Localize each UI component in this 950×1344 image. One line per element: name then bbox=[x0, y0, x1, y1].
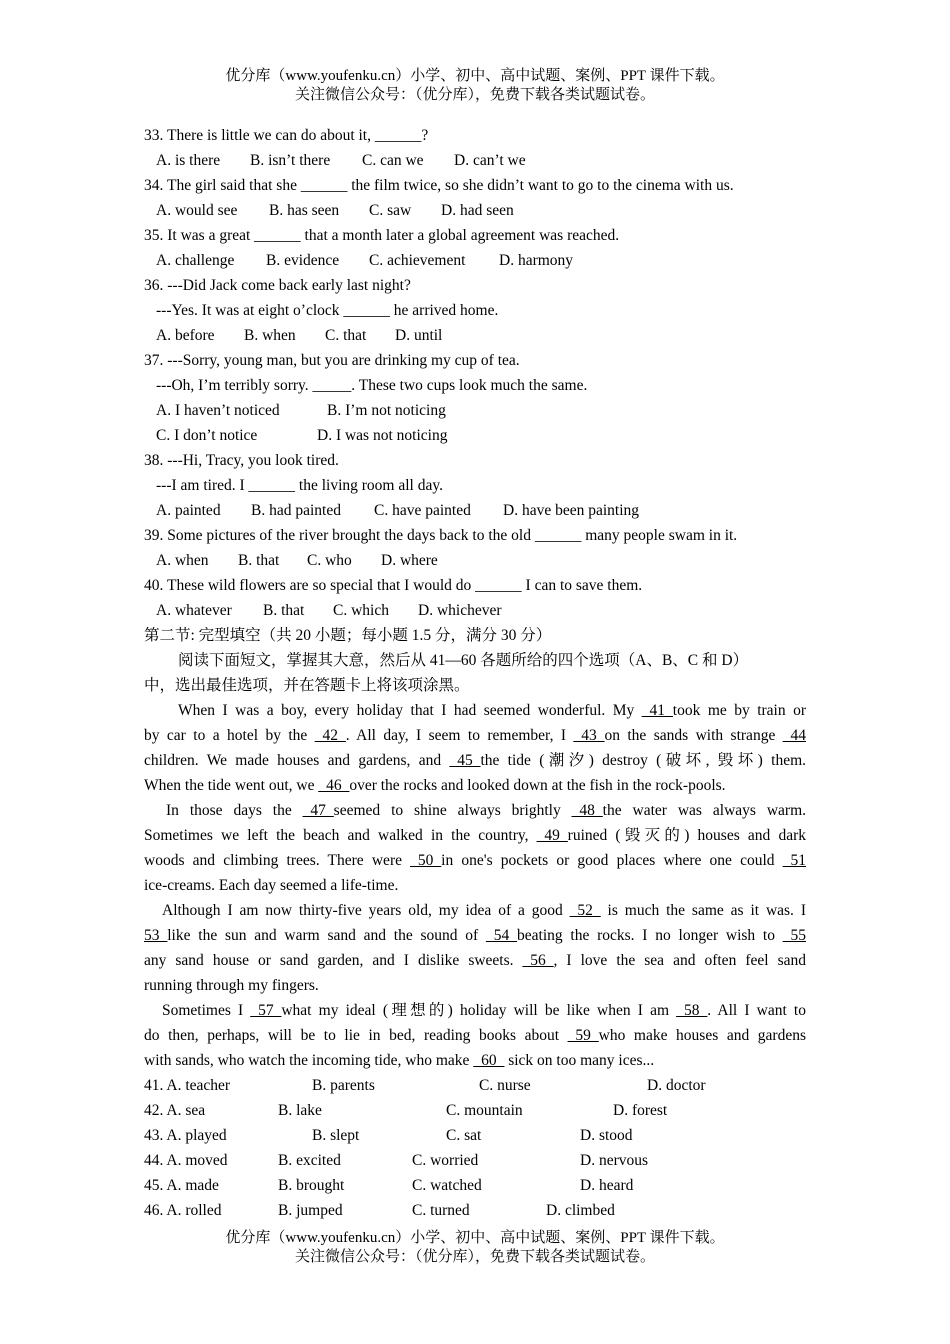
q42-option-c: C. mountain bbox=[446, 1102, 523, 1119]
blank-45: _45_ bbox=[449, 752, 481, 769]
q39-option-b: B. that bbox=[238, 552, 280, 569]
q40-option-b: B. that bbox=[263, 602, 305, 619]
blank-60: _60_ bbox=[473, 1052, 505, 1069]
blank-50: _50_ bbox=[410, 852, 442, 869]
q40-stem: 40. These wild flowers are so special that I would do ______ I can to save them. bbox=[144, 577, 643, 594]
footer-line-2: 关注微信公众号：（优分库），免费下载各类试题试卷。 bbox=[294, 1249, 655, 1265]
q44-option-a: 44. A. moved bbox=[144, 1152, 228, 1169]
q33-option-d: D. can’t we bbox=[454, 152, 526, 169]
q38-option-a: A. painted bbox=[156, 502, 221, 519]
q46-option-a: 46. A. rolled bbox=[144, 1202, 222, 1219]
blank-52: _52_ bbox=[569, 902, 601, 919]
q36-option-a: A. before bbox=[156, 327, 215, 344]
header-line-2: 关注微信公众号：（优分库），免费下载各类试题试卷。 bbox=[294, 87, 655, 103]
q45-option-c: C. watched bbox=[412, 1177, 482, 1194]
passage-p4-line-2: do then, perhaps, will be to lie in bed, reading books about _59_who make houses and gardens bbox=[144, 1027, 806, 1044]
blank-57: _57_ bbox=[250, 1002, 282, 1019]
q36-option-b: B. when bbox=[244, 327, 296, 344]
passage-p4-line-3: with sands, who watch the incoming tide, who make _60_ sick on too many ices... bbox=[144, 1052, 655, 1069]
passage-p2-line-2: Sometimes we left the beach and walked in the country, _49_ruined (毁灭的) houses and dark bbox=[144, 827, 806, 844]
q38-option-d: D. have been painting bbox=[503, 502, 640, 519]
passage-p1-line-3: children. We made houses and gardens, and _45_the tide (潮汐) destroy (破坏, 毁坏) them. bbox=[144, 752, 806, 769]
blank-54: _54_ bbox=[486, 927, 517, 944]
q43-option-a: 43. A. played bbox=[144, 1127, 227, 1144]
q34-option-c: C. saw bbox=[369, 202, 412, 219]
q35-option-c: C. achievement bbox=[369, 252, 466, 269]
q35-stem: 35. It was a great ______ that a month later a global agreement was reached. bbox=[144, 227, 620, 244]
q39-option-d: D. where bbox=[381, 552, 438, 569]
q37-stem-reply: ---Oh, I’m terribly sorry. _____. These two cups look much the same. bbox=[156, 377, 588, 394]
q37-stem: 37. ---Sorry, young man, but you are drinking my cup of tea. bbox=[144, 352, 520, 369]
blank-44: _44 bbox=[782, 727, 806, 744]
q35-option-a: A. challenge bbox=[156, 252, 235, 269]
q34-option-d: D. had seen bbox=[441, 202, 514, 219]
q35-option-b: B. evidence bbox=[266, 252, 340, 269]
blank-41: _41_ bbox=[641, 702, 673, 719]
q39-option-c: C. who bbox=[307, 552, 352, 569]
q37-option-a: A. I haven’t noticed bbox=[156, 402, 280, 419]
passage-p3-line-2: 53_like the sun and warm sand and the sound of _54_beating the rocks. I no longer wish to _55 bbox=[144, 927, 806, 944]
q42-option-b: B. lake bbox=[278, 1102, 322, 1119]
q33-option-c: C. can we bbox=[362, 152, 424, 169]
blank-42: _42_ bbox=[314, 727, 346, 744]
q40-option-d: D. whichever bbox=[418, 602, 502, 619]
q39-stem: 39. Some pictures of the river brought the days back to the old ______ many people swam in it. bbox=[144, 527, 738, 544]
passage-p3-line-3: any sand house or sand garden, and I dislike sweets. _56_, I love the sea and often feel sand bbox=[144, 952, 806, 969]
q42-option-a: 42. A. sea bbox=[144, 1102, 206, 1119]
q46-option-c: C. turned bbox=[412, 1202, 470, 1219]
q41-option-c: C. nurse bbox=[479, 1077, 531, 1094]
q41-option-a: 41. A. teacher bbox=[144, 1077, 231, 1094]
q41-option-d: D. doctor bbox=[647, 1077, 706, 1094]
passage-p4-line-1: Sometimes I _57_what my ideal (理想的) holiday will be like when I am _58_. All I want to bbox=[162, 1002, 806, 1019]
q43-option-c: C. sat bbox=[446, 1127, 482, 1144]
q41-option-b: B. parents bbox=[312, 1077, 375, 1094]
q43-option-d: D. stood bbox=[580, 1127, 633, 1144]
q33-option-b: B. isn’t there bbox=[250, 152, 331, 169]
q33-option-a: A. is there bbox=[156, 152, 221, 169]
blank-55: _55 bbox=[782, 927, 806, 944]
blank-48: _48_ bbox=[571, 802, 603, 819]
q38-option-c: C. have painted bbox=[374, 502, 471, 519]
q38-option-b: B. had painted bbox=[251, 502, 341, 519]
passage-p2-line-4: ice-creams. Each day seemed a life-time. bbox=[144, 877, 399, 894]
q33-stem: 33. There is little we can do about it, ______? bbox=[144, 127, 429, 144]
q37-option-d: D. I was not noticing bbox=[317, 427, 448, 444]
section-title: 第二节: 完型填空（共 20 小题；每小题 1.5 分，满分 30 分） bbox=[144, 627, 552, 644]
q45-option-d: D. heard bbox=[580, 1177, 634, 1194]
q36-option-d: D. until bbox=[395, 327, 443, 344]
q40-option-c: C. which bbox=[333, 602, 389, 619]
q46-option-d: D. climbed bbox=[546, 1202, 615, 1219]
q46-option-b: B. jumped bbox=[278, 1202, 343, 1219]
q36-stem: 36. ---Did Jack come back early last night? bbox=[144, 277, 411, 294]
passage-p3-line-1: Although I am now thirty-five years old, my idea of a good _52_ is much the same as it was. I bbox=[162, 902, 806, 919]
passage-p2-line-1: In those days the _47_seemed to shine always brightly _48_the water was always warm. bbox=[166, 802, 807, 819]
q42-option-d: D. forest bbox=[613, 1102, 668, 1119]
q37-option-b: B. I’m not noticing bbox=[327, 402, 446, 419]
q38-stem: 38. ---Hi, Tracy, you look tired. bbox=[144, 452, 339, 469]
passage-p2-line-3: woods and climbing trees. There were _50_in one's pockets or good places where one could _51 bbox=[144, 852, 806, 869]
section-instruction-2: 中，选出最佳选项，并在答题卡上将该项涂黑。 bbox=[144, 677, 470, 694]
q36-option-c: C. that bbox=[325, 327, 367, 344]
blank-59: _59_ bbox=[567, 1027, 599, 1044]
passage-p1-line-1: When I was a boy, every holiday that I had seemed wonderful. My _41_took me by train or bbox=[178, 702, 807, 719]
blank-47: _47_ bbox=[302, 802, 334, 819]
blank-56: _56_ bbox=[522, 952, 554, 969]
header-line-1: 优分库（www.youfenku.cn）小学、初中、高中试题、案例、PPT 课件下载。 bbox=[225, 68, 725, 84]
blank-43: _43_ bbox=[573, 727, 605, 744]
q45-option-a: 45. A. made bbox=[144, 1177, 219, 1194]
blank-53: 53_ bbox=[144, 927, 168, 944]
blank-51: _51 bbox=[782, 852, 806, 869]
passage-p1-line-4: When the tide went out, we _46_over the rocks and looked down at the fish in the rock-pools. bbox=[144, 777, 726, 794]
blank-49: _49_ bbox=[536, 827, 568, 844]
q34-stem: 34. The girl said that she ______ the film twice, so she didn’t want to go to the cinema with us. bbox=[144, 177, 734, 194]
q36-stem-reply: ---Yes. It was at eight o’clock ______ he arrived home. bbox=[156, 302, 499, 319]
blank-46: _46_ bbox=[318, 777, 350, 794]
blank-58: _58_ bbox=[676, 1002, 708, 1019]
section-instruction-1: 阅读下面短文，掌握其大意，然后从 41—60 各题所给的四个选项（A、B、C 和 D） bbox=[178, 652, 749, 669]
q35-option-d: D. harmony bbox=[499, 252, 574, 269]
q44-option-c: C. worried bbox=[412, 1152, 479, 1169]
footer-line-1: 优分库（www.youfenku.cn）小学、初中、高中试题、案例、PPT 课件下载。 bbox=[225, 1230, 725, 1246]
q43-option-b: B. slept bbox=[312, 1127, 360, 1144]
q44-option-b: B. excited bbox=[278, 1152, 341, 1169]
q34-option-b: B. has seen bbox=[269, 202, 340, 219]
q39-option-a: A. when bbox=[156, 552, 209, 569]
q34-option-a: A. would see bbox=[156, 202, 238, 219]
q37-option-c: C. I don’t notice bbox=[156, 427, 258, 444]
q45-option-b: B. brought bbox=[278, 1177, 345, 1194]
q40-option-a: A. whatever bbox=[156, 602, 232, 619]
q44-option-d: D. nervous bbox=[580, 1152, 649, 1169]
passage-p3-line-4: running through my fingers. bbox=[144, 977, 319, 994]
q38-stem-reply: ---I am tired. I ______ the living room all day. bbox=[156, 477, 443, 494]
passage-p1-line-2: by car to a hotel by the _42_. All day, I seem to remember, I _43_on the sands with strange _44 bbox=[144, 727, 806, 744]
